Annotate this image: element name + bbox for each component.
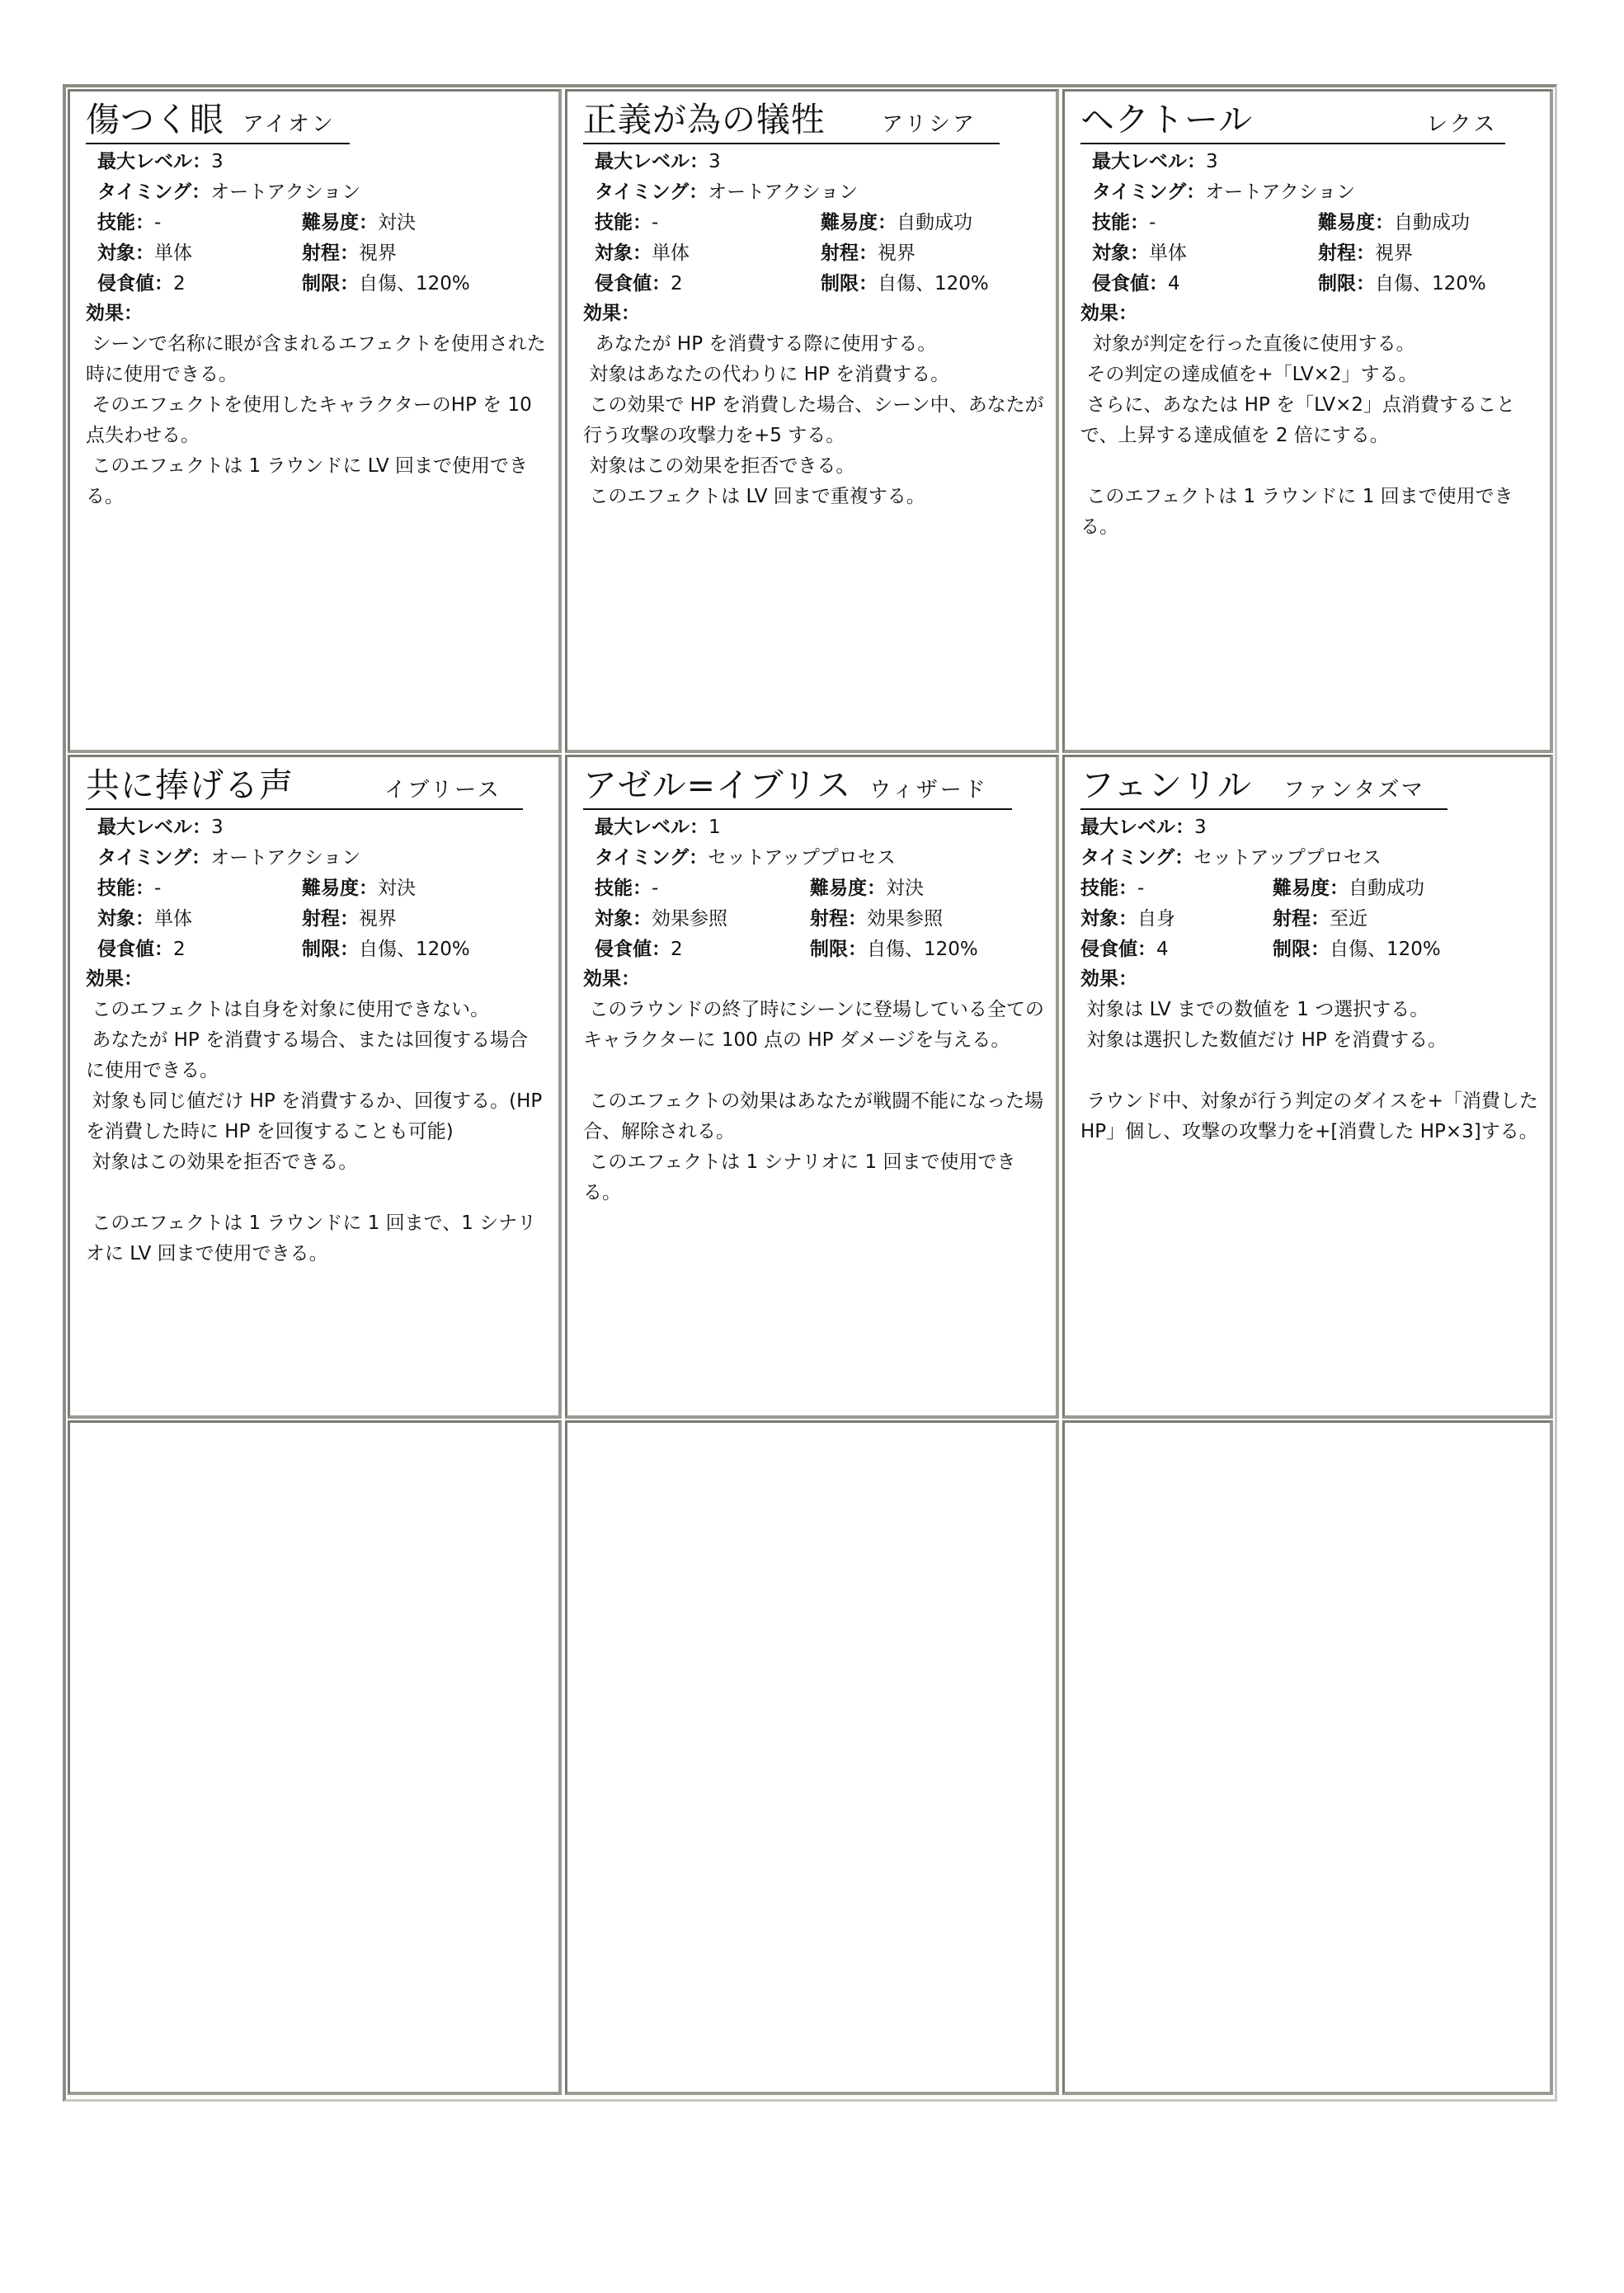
skill-field	[595, 210, 658, 233]
target-field	[1080, 906, 1175, 930]
limit-label: 制限：	[821, 273, 878, 294]
target-value: 自身	[1137, 908, 1175, 930]
limit-field	[821, 268, 989, 299]
stat-line-erosion	[1080, 934, 1538, 964]
erosion-field	[595, 937, 683, 960]
skill-value: -	[154, 212, 162, 233]
range-label: 射程：	[302, 908, 359, 930]
stat-line-timing	[86, 177, 547, 207]
skill-label: 技能：	[97, 212, 154, 233]
stat-line-timing	[86, 842, 547, 873]
effect-syndrome: イブリース	[384, 778, 501, 803]
max-level-field	[1080, 815, 1207, 838]
card-content	[86, 95, 547, 512]
effect-card	[68, 89, 562, 753]
limit-value: 自傷、120%	[867, 939, 978, 960]
skill-label: 技能：	[97, 878, 154, 899]
stat-line-skill	[1080, 207, 1538, 238]
max-level-value: 3	[708, 151, 721, 172]
limit-label: 制限：	[1318, 273, 1375, 294]
card-title-row	[1080, 760, 1538, 807]
stat-line-max-level	[583, 146, 1044, 177]
stat-line-erosion	[583, 934, 1044, 964]
card-title	[86, 765, 501, 810]
difficulty-field	[810, 873, 924, 904]
limit-label: 制限：	[810, 939, 867, 960]
effect-heading: 効果：	[1080, 303, 1137, 324]
skill-label: 技能：	[1092, 212, 1149, 233]
skill-field	[97, 876, 161, 899]
timing-label: タイミング：	[97, 181, 211, 203]
erosion-value: 2	[671, 939, 683, 960]
stat-line-erosion	[86, 268, 547, 299]
card-title-row	[1080, 95, 1538, 141]
timing-value: オートアクション	[1205, 181, 1356, 203]
stat-line-timing	[583, 177, 1044, 207]
limit-field	[1273, 934, 1441, 965]
skill-label: 技能：	[595, 878, 652, 899]
effect-syndrome: ウィザード	[869, 778, 988, 803]
skill-value: -	[652, 878, 659, 899]
limit-value: 自傷、120%	[359, 273, 470, 294]
stat-line-target	[583, 903, 1044, 934]
target-field	[1092, 241, 1187, 264]
card-title-row	[86, 95, 547, 141]
limit-field	[302, 934, 470, 965]
effect-name: フェンリル	[1080, 765, 1252, 805]
target-value: 効果参照	[652, 908, 727, 930]
difficulty-value: 対決	[378, 212, 416, 233]
stat-line-timing	[583, 842, 1044, 873]
erosion-value: 2	[173, 939, 186, 960]
effect-text: 対象は LV までの数値を 1 つ選択する。 対象は選択した数値だけ HP を消費する。 ラウンド中、対象が行う判定のダイスを+「消費した HP」個し、攻撃の攻撃力を+[消費した HP×3]する。	[1080, 999, 1538, 1142]
range-label: 射程：	[1318, 242, 1375, 264]
limit-field	[1318, 268, 1486, 299]
card-stats	[86, 146, 547, 299]
stat-line-skill	[583, 873, 1044, 903]
erosion-label: 侵食値：	[595, 939, 671, 960]
stat-line-target	[583, 238, 1044, 268]
difficulty-value: 対決	[886, 878, 924, 899]
max-level-label: 最大レベル：	[1092, 151, 1206, 172]
empty-card	[68, 1420, 562, 2095]
target-value: 単体	[1149, 242, 1187, 264]
erosion-label: 侵食値：	[1080, 939, 1156, 960]
timing-value: オートアクション	[708, 181, 859, 203]
target-label: 対象：	[97, 242, 154, 264]
timing-label: タイミング：	[595, 847, 708, 869]
max-level-field	[595, 149, 721, 172]
range-field	[302, 903, 397, 935]
effect-heading: 効果：	[1080, 968, 1137, 990]
timing-field	[595, 180, 858, 203]
timing-label: タイミング：	[1092, 181, 1206, 203]
title-underline	[583, 808, 1012, 810]
card-title	[583, 765, 988, 810]
card-content	[86, 760, 547, 1269]
card-content	[1080, 760, 1538, 1147]
erosion-value: 4	[1168, 273, 1180, 294]
target-label: 対象：	[595, 242, 652, 264]
target-label: 対象：	[1092, 242, 1149, 264]
erosion-field	[1092, 271, 1180, 294]
effect-card	[565, 755, 1059, 1419]
difficulty-label: 難易度：	[1273, 878, 1349, 899]
max-level-value: 3	[1194, 817, 1207, 838]
effect-card	[68, 755, 562, 1419]
limit-value: 自傷、120%	[878, 273, 989, 294]
difficulty-field	[821, 207, 972, 238]
effect-text: あなたが HP を消費する際に使用する。 対象はあなたの代わりに HP を消費する。 この効果で HP を消費した場合、シーン中、あなたが行う攻撃の攻撃力を+5 する。 対象はこの効果を拒否できる。 このエフェクトは LV 回まで重複する。	[583, 333, 1044, 507]
card-stats	[1080, 146, 1538, 299]
skill-field	[97, 210, 161, 233]
stat-line-target	[86, 238, 547, 268]
range-value: 視界	[359, 242, 397, 264]
card-title	[1080, 765, 1425, 810]
effect-card	[565, 89, 1059, 753]
effect-heading: 効果：	[86, 968, 143, 990]
range-value: 至近	[1330, 908, 1367, 930]
title-underline	[1080, 808, 1447, 810]
title-underline	[1080, 143, 1505, 144]
max-level-label: 最大レベル：	[595, 151, 708, 172]
timing-label: タイミング：	[595, 181, 708, 203]
target-label: 対象：	[97, 908, 154, 930]
stat-line-erosion	[583, 268, 1044, 299]
target-field	[97, 241, 192, 264]
stat-line-skill	[86, 873, 547, 903]
stat-line-skill	[86, 207, 547, 238]
limit-label: 制限：	[1273, 939, 1330, 960]
target-value: 単体	[154, 908, 192, 930]
difficulty-value: 対決	[378, 878, 416, 899]
timing-field	[1080, 845, 1382, 869]
effect-text: このエフェクトは自身を対象に使用できない。 あなたが HP を消費する場合、または回復する場合に使用できる。 対象も同じ値だけ HP を消費するか、回復する。(HP を消費した時に HP を回復することも可能) 対象はこの効果を拒否できる。 このエフェクトは 1 ラウンドに 1 回まで、1 シナリオに LV 回まで使用できる。	[86, 999, 543, 1264]
difficulty-field	[1273, 873, 1424, 904]
skill-value: -	[1137, 878, 1145, 899]
stat-line-skill	[1080, 873, 1538, 903]
target-label: 対象：	[1080, 908, 1137, 930]
effect-text: このラウンドの終了時にシーンに登場している全てのキャラクターに 100 点の HP ダメージを与える。 このエフェクトの効果はあなたが戦闘不能になった場合、解除される。 このエフェクトは 1 シナリオに 1 回まで使用できる。	[583, 999, 1044, 1203]
erosion-field	[1080, 937, 1169, 960]
erosion-label: 侵食値：	[97, 939, 173, 960]
effect-name: アゼル=イブリス	[583, 765, 852, 805]
card-content	[1080, 95, 1538, 543]
timing-label: タイミング：	[97, 847, 211, 869]
max-level-field	[1092, 149, 1218, 172]
timing-label: タイミング：	[1080, 847, 1194, 869]
effect-name: 正義が為の犠牲	[583, 100, 826, 139]
stat-line-max-level	[86, 146, 547, 177]
card-title	[583, 100, 977, 144]
timing-field	[595, 845, 896, 869]
effect-name: ヘクトール	[1080, 100, 1254, 139]
skill-field	[1092, 210, 1156, 233]
effect-heading: 効果：	[86, 303, 143, 324]
skill-label: 技能：	[595, 212, 652, 233]
effect-syndrome: アイオン	[242, 112, 336, 137]
empty-card	[1062, 1420, 1553, 2095]
target-value: 単体	[154, 242, 192, 264]
limit-value: 自傷、120%	[359, 939, 470, 960]
limit-value: 自傷、120%	[1375, 273, 1486, 294]
effect-text: シーンで名称に眼が含まれるエフェクトを使用された時に使用できる。 そのエフェクトを使用したキャラクターのHP を 10 点失わせる。 このエフェクトは 1 ラウンドに LV 回まで使用できる。	[86, 333, 546, 507]
stat-line-target	[86, 903, 547, 934]
skill-field	[595, 876, 658, 899]
card-content	[583, 760, 1044, 1208]
stat-line-timing	[1080, 177, 1538, 207]
stat-line-timing	[1080, 842, 1538, 873]
erosion-label: 侵食値：	[595, 273, 671, 294]
range-label: 射程：	[821, 242, 878, 264]
max-level-label: 最大レベル：	[1080, 817, 1194, 838]
card-stats	[86, 812, 547, 964]
max-level-label: 最大レベル：	[595, 817, 708, 838]
title-underline	[86, 808, 523, 810]
target-field	[595, 906, 727, 930]
title-underline	[86, 143, 350, 144]
erosion-field	[595, 271, 683, 294]
timing-field	[97, 180, 360, 203]
empty-card	[565, 1420, 1059, 2095]
card-title-row	[583, 760, 1044, 807]
max-level-field	[97, 149, 224, 172]
card-title-row	[583, 95, 1044, 141]
difficulty-label: 難易度：	[302, 212, 378, 233]
limit-field	[810, 934, 978, 965]
difficulty-field	[1318, 207, 1470, 238]
max-level-value: 3	[211, 151, 224, 172]
effect-syndrome: ファンタズマ	[1283, 778, 1425, 803]
card-title	[86, 100, 336, 144]
card-stats	[583, 812, 1044, 964]
target-value: 単体	[652, 242, 690, 264]
effect-syndrome: レクス	[1426, 112, 1498, 137]
skill-value: -	[1149, 212, 1156, 233]
limit-label: 制限：	[302, 939, 359, 960]
card-title	[1080, 100, 1497, 144]
target-label: 対象：	[595, 908, 652, 930]
effect-card	[1062, 89, 1553, 753]
effect-name: 共に捧げる声	[86, 765, 294, 805]
range-value: 視界	[1375, 242, 1413, 264]
timing-field	[1092, 180, 1355, 203]
range-label: 射程：	[810, 908, 867, 930]
erosion-label: 侵食値：	[1092, 273, 1168, 294]
effect-heading: 効果：	[583, 303, 640, 324]
effect-syndrome: アリシア	[882, 112, 977, 137]
erosion-label: 侵食値：	[97, 273, 173, 294]
max-level-label: 最大レベル：	[97, 817, 211, 838]
skill-label: 技能：	[1080, 878, 1137, 899]
target-field	[595, 241, 690, 264]
skill-field	[1080, 876, 1144, 899]
difficulty-value: 自動成功	[1394, 212, 1470, 233]
range-field	[1273, 903, 1367, 935]
limit-label: 制限：	[302, 273, 359, 294]
effect-name: 傷つく眼	[86, 100, 224, 139]
range-label: 射程：	[302, 242, 359, 264]
limit-field	[302, 268, 470, 299]
difficulty-label: 難易度：	[810, 878, 886, 899]
card-content	[583, 95, 1044, 512]
skill-value: -	[154, 878, 162, 899]
range-label: 射程：	[1273, 908, 1330, 930]
max-level-label: 最大レベル：	[97, 151, 211, 172]
range-value: 視界	[878, 242, 916, 264]
erosion-value: 2	[671, 273, 683, 294]
max-level-field	[595, 815, 721, 838]
range-value: 効果参照	[867, 908, 943, 930]
difficulty-field	[302, 873, 416, 904]
max-level-value: 3	[1206, 151, 1218, 172]
effect-text: 対象が判定を行った直後に使用する。 その判定の達成値を+「LV×2」する。 さらに、あなたは HP を「LV×2」点消費することで、上昇する達成値を 2 倍にする。 このエフェクトは 1 ラウンドに 1 回まで使用できる。	[1080, 333, 1516, 538]
erosion-value: 4	[1156, 939, 1169, 960]
range-field	[821, 238, 916, 269]
timing-value: セットアッププロセス	[1193, 847, 1382, 869]
effect-heading: 効果：	[583, 968, 640, 990]
difficulty-label: 難易度：	[821, 212, 897, 233]
stat-line-max-level	[1080, 146, 1538, 177]
difficulty-field	[302, 207, 416, 238]
difficulty-label: 難易度：	[302, 878, 378, 899]
difficulty-value: 自動成功	[897, 212, 972, 233]
title-underline	[583, 143, 1000, 144]
stat-line-erosion	[86, 934, 547, 964]
timing-field	[97, 845, 360, 869]
erosion-field	[97, 271, 186, 294]
difficulty-label: 難易度：	[1318, 212, 1394, 233]
stat-line-max-level	[86, 812, 547, 842]
card-title-row	[86, 760, 547, 807]
skill-value: -	[652, 212, 659, 233]
erosion-value: 2	[173, 273, 186, 294]
stat-line-erosion	[1080, 268, 1538, 299]
card-stats	[1080, 812, 1538, 964]
difficulty-value: 自動成功	[1349, 878, 1424, 899]
stat-line-skill	[583, 207, 1044, 238]
timing-value: セットアッププロセス	[708, 847, 896, 869]
max-level-value: 3	[211, 817, 224, 838]
card-stats	[583, 146, 1044, 299]
max-level-field	[97, 815, 224, 838]
stat-line-target	[1080, 903, 1538, 934]
timing-value: オートアクション	[210, 847, 361, 869]
stat-line-max-level	[1080, 812, 1538, 842]
target-field	[97, 906, 192, 930]
range-field	[810, 903, 943, 935]
effect-card	[1062, 755, 1553, 1419]
stat-line-target	[1080, 238, 1538, 268]
range-value: 視界	[359, 908, 397, 930]
range-field	[1318, 238, 1413, 269]
timing-value: オートアクション	[210, 181, 361, 203]
max-level-value: 1	[708, 817, 721, 838]
range-field	[302, 238, 397, 269]
stat-line-max-level	[583, 812, 1044, 842]
limit-value: 自傷、120%	[1330, 939, 1441, 960]
erosion-field	[97, 937, 186, 960]
